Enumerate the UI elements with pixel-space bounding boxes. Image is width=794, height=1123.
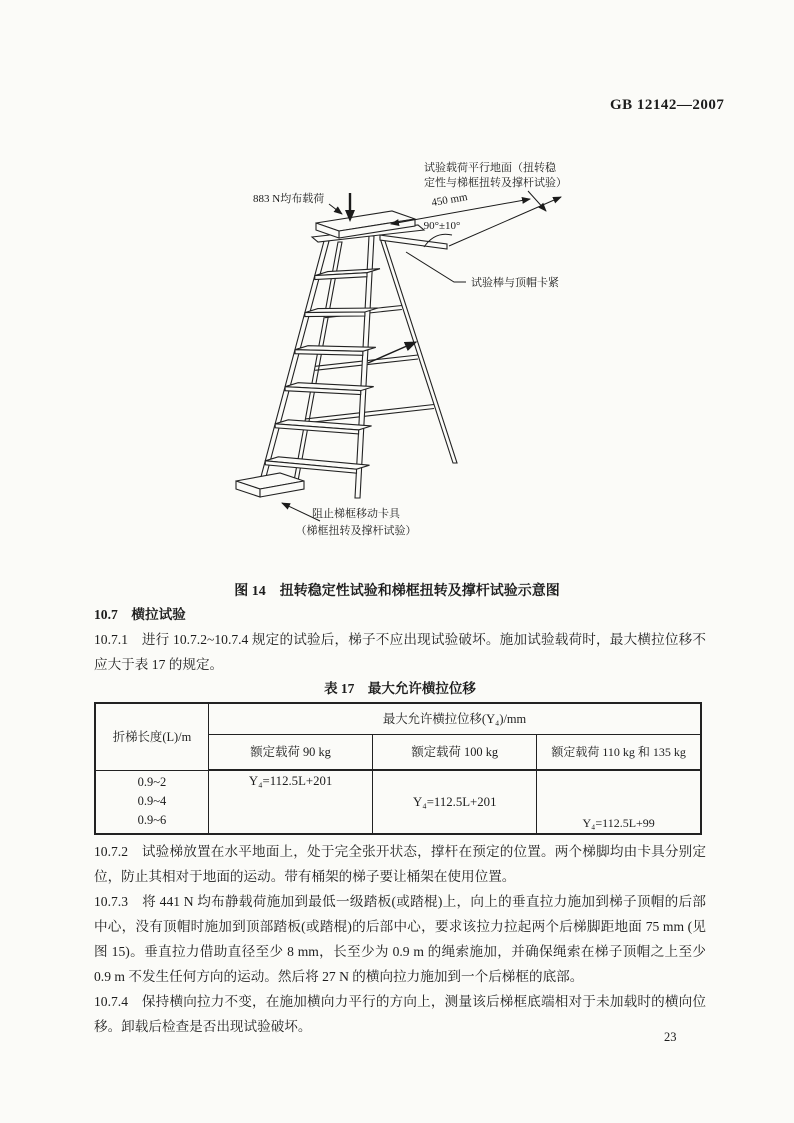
paragraph-10-7-4: 10.7.4 保持横向拉力不变，在施加横向力平行的方向上，测量该后梯框底端相对于未加载时的横向位移。卸载后检查是否出现试验破坏。 [94, 994, 706, 1034]
table-17 [94, 702, 702, 835]
top-cap [312, 211, 424, 242]
length-value: 0.9~2 [137, 775, 167, 790]
table-cell-formula-90: Y₄=112.5L+201 [209, 770, 373, 834]
table-caption: 表 17 最大允许横拉位移 [324, 681, 476, 696]
table-header-span: 最大允许横拉位移(Y₄)/mm [209, 703, 702, 735]
load-leader-line [329, 204, 342, 214]
rear-right-rail [380, 238, 457, 463]
table-header-load-100: 额定载荷 100 kg [373, 735, 537, 771]
figure-caption: 图 14 扭转稳定性试验和梯框扭转及撑杆试验示意图 [234, 584, 560, 599]
annotation-angle: 90°±10° [423, 220, 461, 232]
paragraph-10-7-2: 10.7.2 试验梯放置在水平地面上，处于完全张开状态，撑杆在预定的位置。两个梯脚均由卡具分别定位，防止其相对于地面的运动。带有桶架的梯子要让桶架在使用位置。 [94, 844, 706, 884]
body-content [94, 602, 706, 1039]
table-cell-lengths [95, 770, 209, 834]
paragraph-10-7-3: 10.7.3 将 441 N 均布静载荷施加到最低一级踏板(或踏棍)上，向上的垂直拉力施加到梯子顶帽的后部中心，没有顶帽时施加到顶部踏板(或踏棍)的后部中心，要求该拉力拉起两个后梯脚距地面 75 mm (见图 15)。垂直拉力借助直径至少 8 mm，长至少为 0.9 m 的绳索施加，并确保绳索在梯子顶帽之上至少 0.9 m 不发生任何方向的运动。然后将 27 N 的横向拉力施加到一个后梯框的底部。 [94, 894, 706, 984]
top-clamp-leader [406, 252, 466, 282]
annotation-bottom-clamp-line1: 阻止梯框移动卡具 [312, 508, 400, 520]
annotation-parallel-line1: 试验载荷平行地面（扭转稳 [424, 162, 556, 174]
section-heading: 10.7 横拉试验 [94, 607, 186, 622]
foot-clamp-block [236, 473, 304, 497]
length-value: 0.9~4 [137, 794, 167, 809]
figure-14-diagram [228, 155, 572, 559]
table-cell-formula-100: Y₄=112.5L+201 [373, 770, 537, 834]
annotation-load: 883 N均布载荷 [253, 193, 325, 205]
table-header-length: 折梯长度(L)/m [95, 703, 209, 770]
annotation-parallel-line2: 定性与梯框扭转及撑杆试验） [424, 177, 567, 189]
length-value: 0.9~6 [137, 813, 167, 828]
standard-number: GB 12142—2007 [610, 97, 725, 113]
force-direction-line [449, 197, 561, 246]
page-number: 23 [664, 1030, 677, 1044]
stepladder-drawing [236, 211, 457, 498]
table-cell-formula-110-135: Y₄=112.5L+99 [537, 770, 701, 834]
annotation-top-clamp: 试验棒与顶帽卡紧 [471, 277, 559, 289]
table-header-load-110-135: 额定载荷 110 kg 和 135 kg [537, 735, 701, 771]
annotation-dimension-450mm: 450 mm [430, 190, 469, 210]
paragraph-10-7-1: 10.7.1 进行 10.7.2~10.7.4 规定的试验后，梯子不应出现试验破坏。施加试验载荷时，最大横拉位移不应大于表 17 的规定。 [94, 632, 706, 672]
annotation-bottom-clamp-line2: （梯框扭转及撑杆试验） [295, 525, 417, 537]
test-bar [380, 235, 447, 249]
table-header-load-90: 额定载荷 90 kg [209, 735, 373, 771]
